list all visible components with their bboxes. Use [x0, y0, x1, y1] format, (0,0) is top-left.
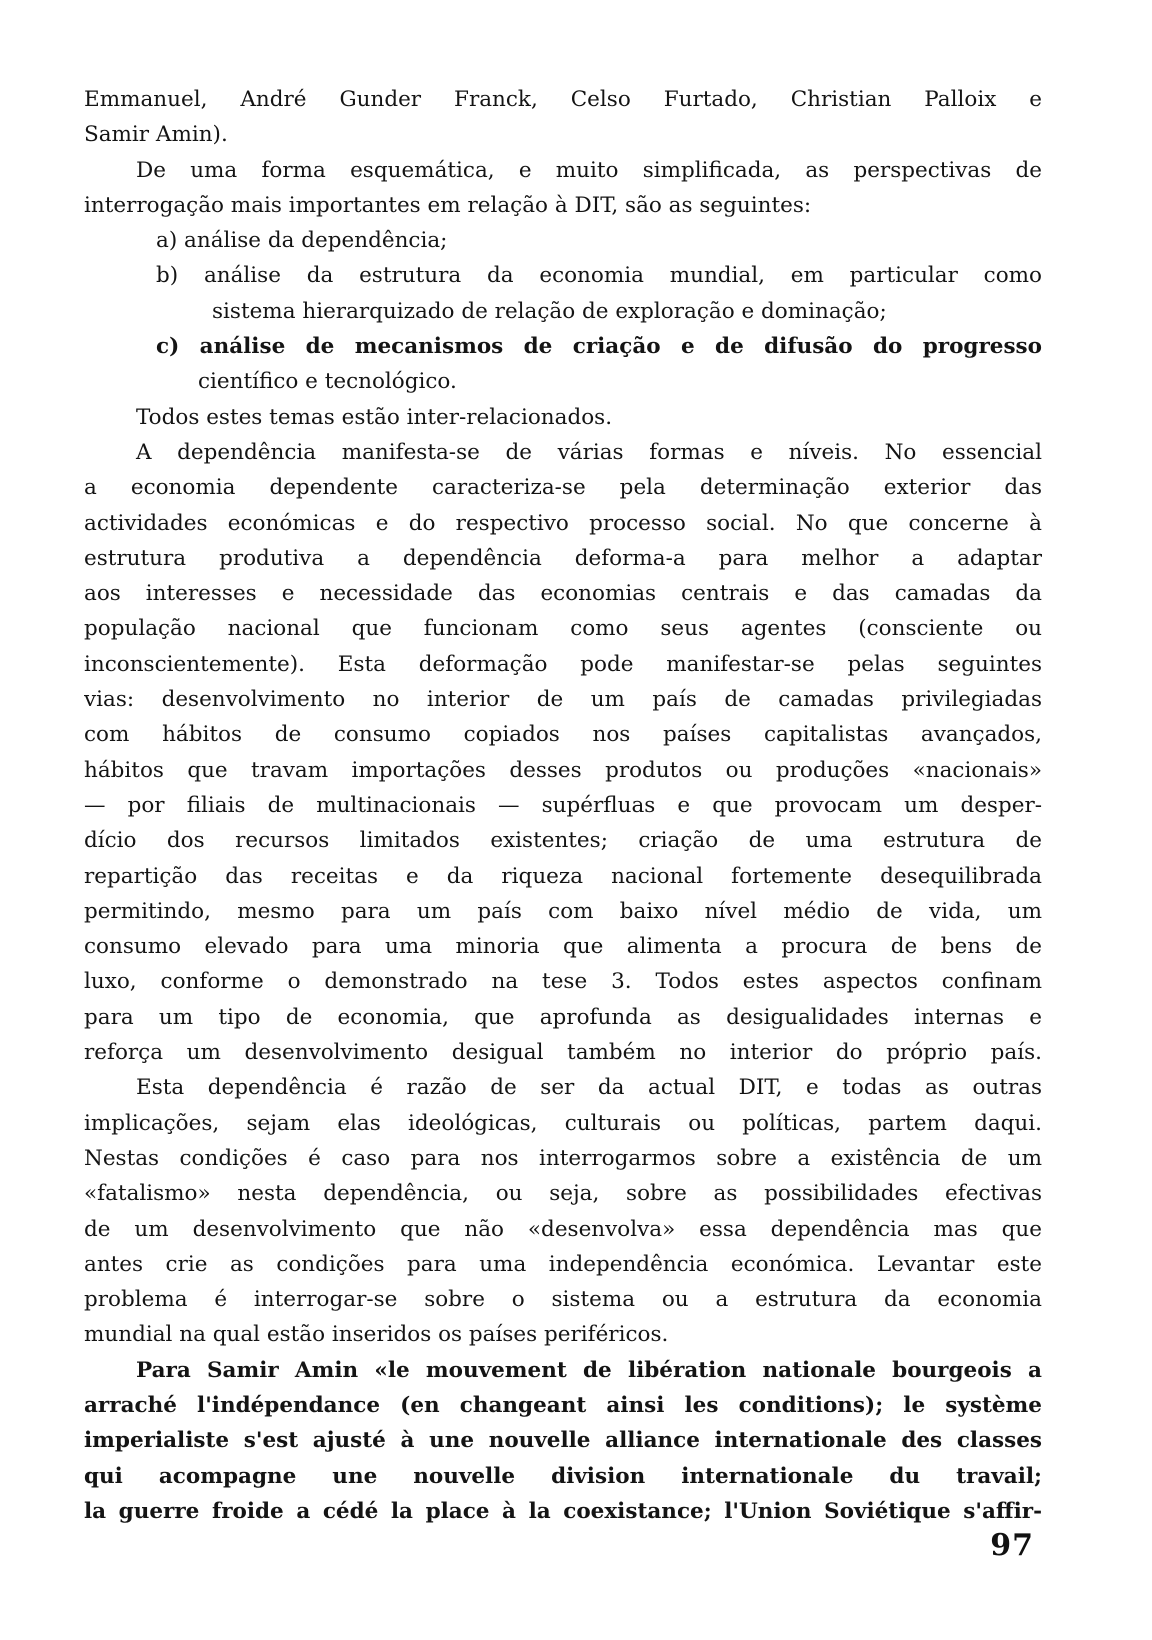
- text-line: estrutura produtiva a dependência deforma-a para melhor a adaptar: [84, 545, 1042, 571]
- text-line: Todos estes temas estão inter-relacionados.: [136, 404, 613, 430]
- text-line: luxo, conforme o demonstrado na tese 3. Todos estes aspectos confinam: [84, 969, 1042, 995]
- text-line: Nestas condições é caso para nos interrogarmos sobre a existência de um: [84, 1145, 1042, 1171]
- text-line: permitindo, mesmo para um país com baixo nível médio de vida, um: [84, 898, 1042, 924]
- text-line: Samir Amin).: [84, 122, 228, 148]
- text-line: «fatalismo» nesta dependência, ou seja, sobre as possibilidades efectivas: [84, 1181, 1042, 1207]
- text-line: la guerre froide a cédé la place à la coexistance; l'Union Soviétique s'affir-: [84, 1498, 1042, 1524]
- text-line: vias: desenvolvimento no interior de um país de camadas privilegiadas: [84, 687, 1042, 713]
- text-line: hábitos que travam importações desses produtos ou produções «nacionais»: [84, 757, 1042, 783]
- text-line: Para Samir Amin «le mouvement de libération nationale bourgeois a: [136, 1357, 1042, 1383]
- text-line: De uma forma esquemática, e muito simplificada, as perspectivas de: [136, 157, 1042, 183]
- text-line: aos interesses e necessidade das economias centrais e das camadas da: [84, 581, 1042, 607]
- text-line: a) análise da dependência;: [156, 228, 448, 254]
- text-line: população nacional que funcionam como seus agentes (consciente ou: [84, 616, 1042, 642]
- text-line: b) análise da estrutura da economia mundial, em particular como: [156, 263, 1042, 289]
- text-line: — por filiais de multinacionais — supérfluas e que provocam um desper-: [84, 792, 1042, 818]
- text-line: consumo elevado para uma minoria que alimenta a procura de bens de: [84, 934, 1042, 960]
- text-line: Esta dependência é razão de ser da actual DIT, e todas as outras: [136, 1075, 1042, 1101]
- text-line: actividades económicas e do respectivo processo social. No que concerne à: [84, 510, 1042, 536]
- text-line: implicações, sejam elas ideológicas, culturais ou políticas, partem daqui.: [84, 1110, 1042, 1136]
- text-line: c) análise de mecanismos de criação e de difusão do progresso: [156, 334, 1042, 360]
- text-line: interrogação mais importantes em relação à DIT, são as seguintes:: [84, 192, 812, 218]
- page-number: 97: [990, 1528, 1034, 1563]
- text-line: A dependência manifesta-se de várias formas e níveis. No essencial: [136, 439, 1042, 465]
- text-line: arraché l'indépendance (en changeant ainsi les conditions); le système: [84, 1392, 1042, 1418]
- text-line: Emmanuel, André Gunder Franck, Celso Furtado, Christian Palloix e: [84, 87, 1042, 112]
- text-line: para um tipo de economia, que aprofunda as desigualidades internas e: [84, 1004, 1042, 1030]
- text-line: problema é interrogar-se sobre o sistema ou a estrutura da economia: [84, 1287, 1042, 1313]
- text-line: qui acompagne une nouvelle division internationale du travail;: [84, 1463, 1042, 1489]
- text-line: inconscientemente). Esta deformação pode manifestar-se pelas seguintes: [84, 651, 1042, 677]
- text-line: repartição das receitas e da riqueza nacional fortemente desequilibrada: [84, 863, 1042, 889]
- text-line: reforça um desenvolvimento desigual também no interior do próprio país.: [84, 1040, 1042, 1066]
- text-line: científico e tecnológico.: [198, 369, 457, 395]
- text-line: a economia dependente caracteriza-se pela determinação exterior das: [84, 475, 1042, 501]
- text-line: dício dos recursos limitados existentes; criação de uma estrutura de: [84, 828, 1042, 854]
- text-line: imperialiste s'est ajusté à une nouvelle alliance internationale des classes: [84, 1428, 1042, 1454]
- text-line: sistema hierarquizado de relação de exploração e dominação;: [212, 298, 887, 324]
- text-line: com hábitos de consumo copiados nos países capitalistas avançados,: [84, 722, 1042, 748]
- text-line: antes crie as condições para uma independência económica. Levantar este: [84, 1251, 1042, 1277]
- text-line: de um desenvolvimento que não «desenvolva» essa dependência mas que: [84, 1216, 1042, 1242]
- document-body: [84, 82, 1042, 1529]
- text-line: mundial na qual estão inseridos os países periféricos.: [84, 1322, 669, 1348]
